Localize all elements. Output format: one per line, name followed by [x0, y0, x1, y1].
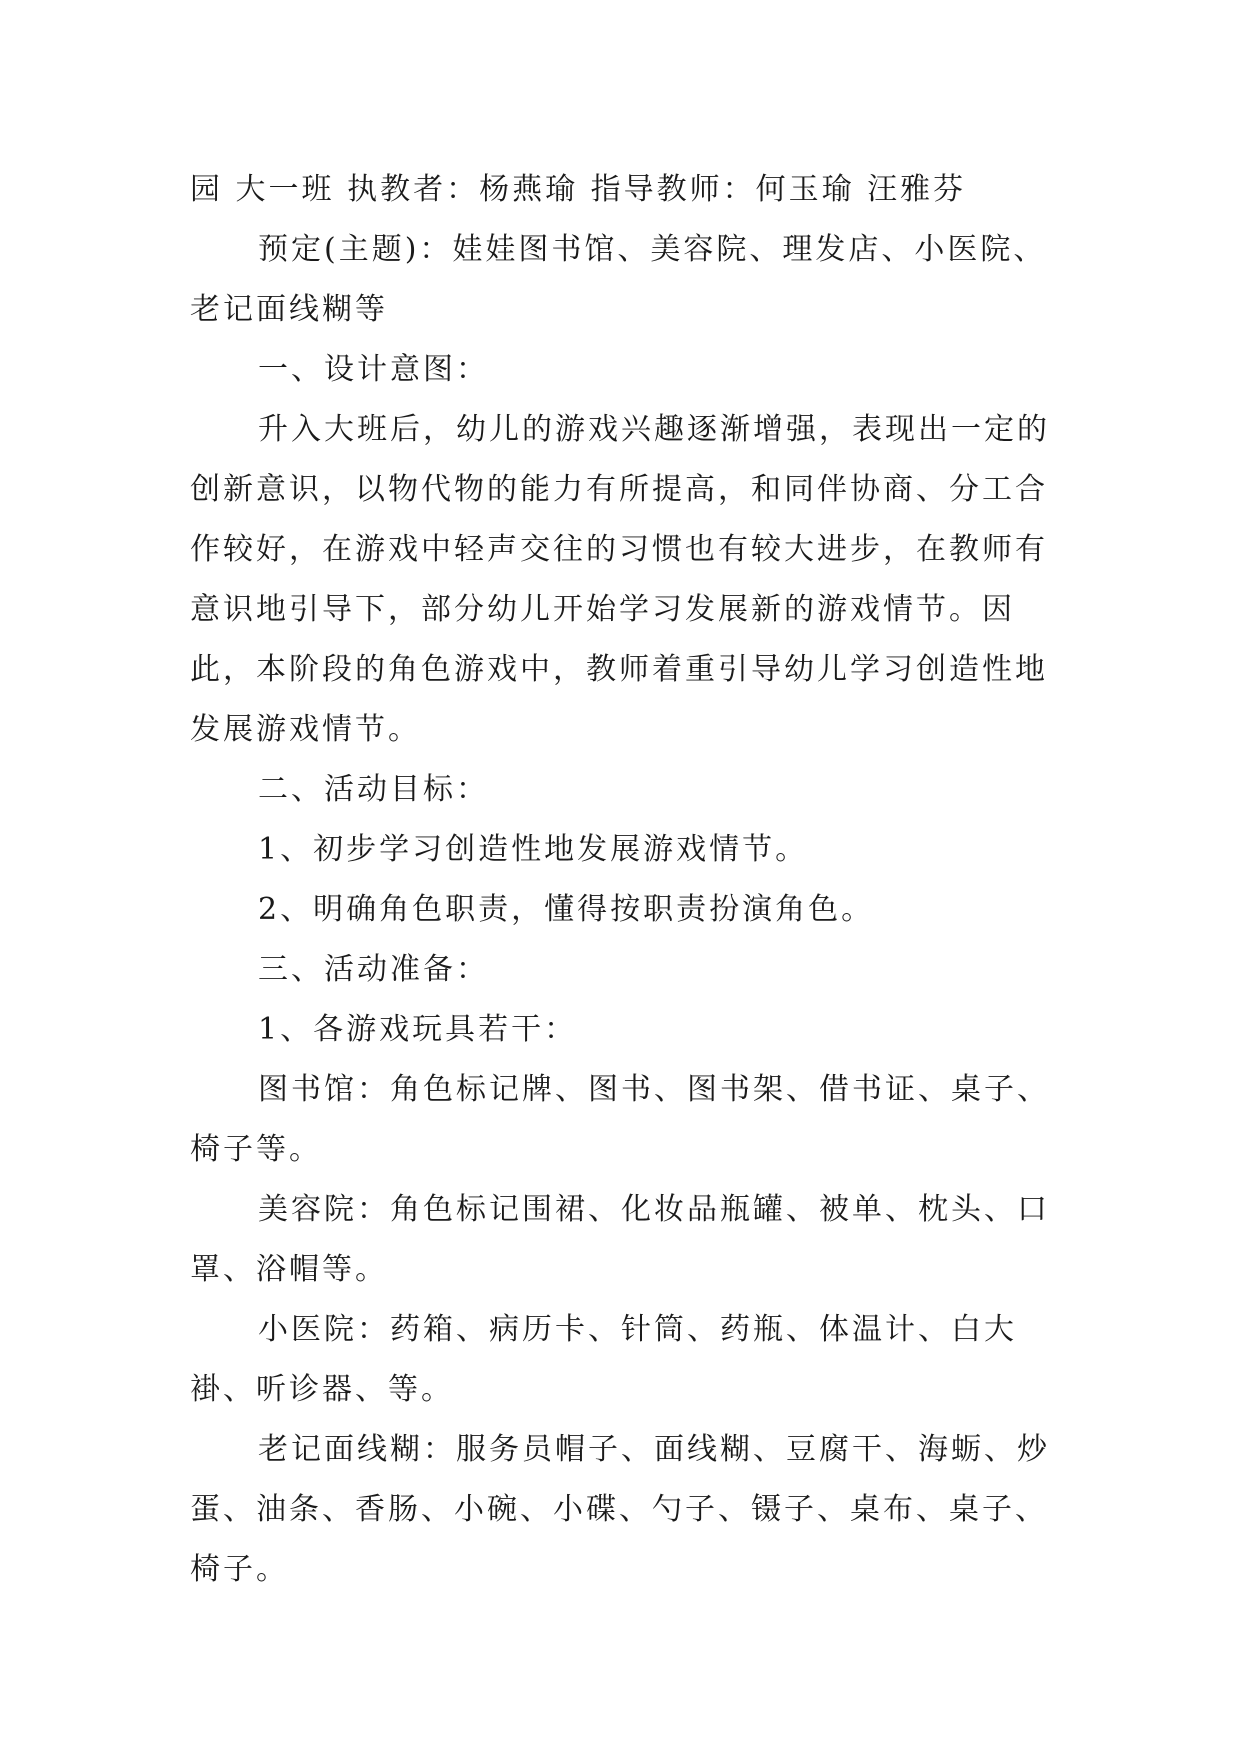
paragraph-class-info: 园 大一班 执教者：杨燕瑜 指导教师：何玉瑜 汪雅芬	[190, 172, 967, 207]
paragraph-library: 图书馆：角色标记牌、图书、图书架、借书证、桌子、椅子等。	[190, 1072, 1050, 1167]
heading-design-intent: 一、设计意图：	[258, 352, 489, 387]
document-body	[190, 160, 1070, 1600]
paragraph-beauty-salon: 美容院：角色标记围裙、化妆品瓶罐、被单、枕头、口罩、浴帽等。	[190, 1192, 1050, 1287]
list-item-goal-2: 2、明确角色职责，懂得按职责扮演角色。	[258, 892, 875, 927]
heading-activity-preparation: 三、活动准备：	[258, 952, 489, 987]
paragraph-noodle-shop: 老记面线糊：服务员帽子、面线糊、豆腐干、海蛎、炒蛋、油条、香肠、小碗、小碟、勺子、镊子、桌布、桌子、椅子。	[190, 1432, 1050, 1587]
list-item-goal-1: 1、初步学习创造性地发展游戏情节。	[258, 832, 809, 867]
heading-activity-goals: 二、活动目标：	[258, 772, 489, 807]
list-item-preparation-1: 1、各游戏玩具若干：	[258, 1012, 578, 1047]
paragraph-design-intent: 升入大班后，幼儿的游戏兴趣逐渐增强，表现出一定的创新意识，以物代物的能力有所提高，和同伴协商、分工合作较好，在游戏中轻声交往的习惯也有较大进步，在教师有意识地引导下，部分幼儿开始学习发展新的游戏情节。因此，本阶段的角色游戏中，教师着重引导幼儿学习创造性地发展游戏情节。	[190, 412, 1050, 747]
paragraph-clinic: 小医院：药箱、病历卡、针筒、药瓶、体温计、白大褂、听诊器、等。	[190, 1312, 1017, 1407]
paragraph-topics: 预定(主题)：娃娃图书馆、美容院、理发店、小医院、老记面线糊等	[190, 232, 1047, 327]
